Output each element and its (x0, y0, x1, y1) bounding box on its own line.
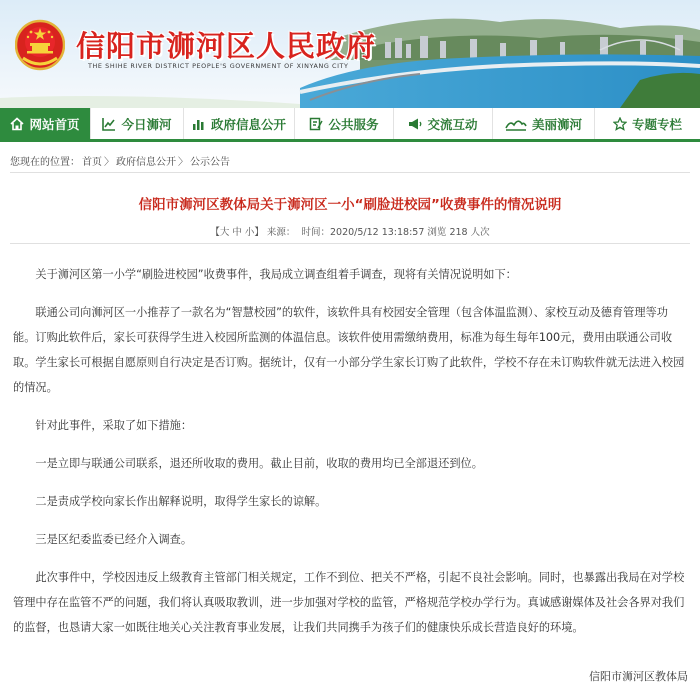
nav-label: 专题专栏 (631, 116, 682, 132)
breadcrumb-link-gov-info[interactable]: 政府信息公开 (116, 157, 176, 168)
font-size-switch[interactable]: 【大 中 小】 (210, 227, 264, 238)
views-label: 浏览 (427, 227, 447, 238)
site-subtitle: THE SHIHE RIVER DISTRICT PEOPLE'S GOVERNMENT OF XINYANG CITY (88, 62, 349, 70)
publish-time: 2020/5/12 13:18:57 (329, 227, 425, 238)
paragraph: 联通公司向浉河区一小推荐了一款名为“智慧校园”的软件，该软件具有校园安全管理（包含体温监测）、家校互动及德育管理等功能。订购此软件后，家长可获得学生进入校园所监测的体温信息。该软件使用需缴纳费用，标准为每生每年100元，费用由联通公司收取。学生家长可根据自愿原则自行决定是否订购。据统计，仅有一小部分学生家长订购了此软件，学校不存在未订购软件就无法进入校园的情况。 (13, 306, 685, 394)
divider (10, 172, 690, 173)
article-body (13, 262, 688, 653)
chart-icon (102, 117, 116, 131)
breadcrumb (10, 153, 232, 168)
breadcrumb-separator: 〉 (178, 157, 188, 168)
site-title: 信阳市浉河区人民政府 (76, 29, 377, 63)
document-edit-icon (309, 117, 323, 131)
paragraph: 针对此事件，采取了如下措施： (35, 419, 193, 432)
paragraph: 此次事件中，学校因违反上级教育主管部门相关规定，工作不到位、把关不严格，引起不良社会影响。同时，也暴露出我局在对学校管理中存在监管不严的问题，我们将认真吸取教训，进一步加强对学校的监管，严格规范学校办学行为。真诚感谢媒体及社会各界对我们的监督，也恳请大家一如既往地关心关注教育事业发展，让我们共同携手为孩子们的健康快乐成长营造良好的环境。 (13, 571, 685, 634)
home-icon (10, 117, 24, 131)
paragraph: 三是区纪委监委已经介入调查。 (35, 533, 193, 546)
main-nav (0, 108, 700, 142)
breadcrumb-link-home[interactable]: 首页 (82, 157, 102, 168)
nav-label: 交流互动 (427, 116, 478, 132)
article-signature: 信阳市浉河区教体局 (589, 670, 688, 683)
breadcrumb-link-notices[interactable]: 公示公告 (190, 157, 230, 168)
paragraph: 一是立即与联通公司联系，退还所收取的费用。截止目前，收取的费用均已全部退还到位。 (35, 457, 483, 470)
nav-label: 政府信息公开 (210, 116, 286, 132)
nav-item-beautiful-shihe[interactable] (493, 108, 595, 139)
site-banner (0, 0, 700, 108)
article-meta (0, 224, 700, 238)
source-label: 来源： (266, 227, 296, 238)
nav-item-home[interactable] (0, 108, 91, 139)
nav-item-special-topics[interactable] (595, 108, 700, 139)
nav-item-today[interactable] (91, 108, 184, 139)
national-emblem-icon (15, 18, 65, 72)
nav-item-interaction[interactable] (394, 108, 493, 139)
breadcrumb-prefix: 您现在的位置： (10, 157, 80, 168)
view-count: 218 (449, 227, 468, 238)
nav-label: 公共服务 (328, 116, 379, 132)
nav-label: 美丽浉河 (531, 116, 582, 132)
paragraph: 关于浉河区第一小学“刷脸进校园”收费事件，我局成立调查组着手调查，现将有关情况说明如下： (35, 268, 517, 281)
nav-label: 网站首页 (29, 116, 80, 132)
nav-label: 今日浉河 (121, 116, 172, 132)
bars-icon (192, 117, 206, 131)
nav-item-gov-info[interactable] (184, 108, 295, 139)
mountain-icon (505, 117, 527, 131)
divider (10, 243, 690, 244)
megaphone-icon (408, 117, 422, 131)
nav-item-public-service[interactable] (295, 108, 394, 139)
star-icon (613, 117, 627, 131)
paragraph: 二是责成学校向家长作出解释说明，取得学生家长的谅解。 (35, 495, 327, 508)
time-label: 时间： (301, 227, 330, 238)
breadcrumb-separator: 〉 (104, 157, 114, 168)
views-unit: 人次 (470, 227, 490, 238)
article-title: 信阳市浉河区教体局关于浉河区一小“刷脸进校园”收费事件的情况说明 (138, 197, 562, 213)
